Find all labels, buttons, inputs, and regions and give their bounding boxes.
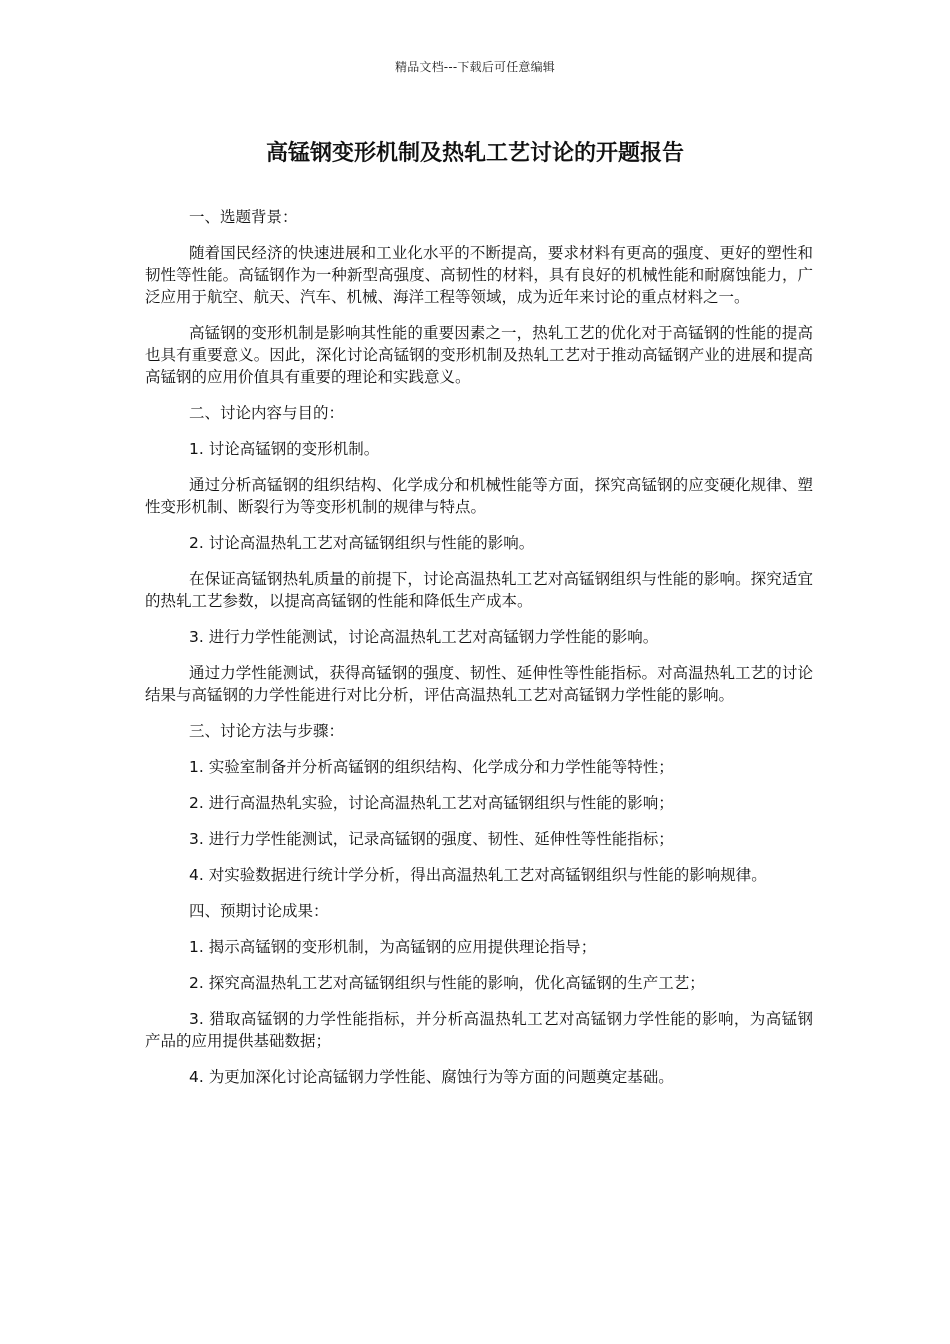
body-paragraph: 通过力学性能测试，获得高锰钢的强度、韧性、延伸性等性能指标。对高温热轧工艺的讨论结果与高锰钢的力学性能进行对比分析，评估高温热轧工艺对高锰钢力学性能的影响。 (145, 664, 813, 704)
header-note: 精品文档---下载后可任意编辑 (395, 60, 555, 74)
section-heading: 一、选题背景： (189, 208, 298, 226)
body-paragraph: 在保证高锰钢热轧质量的前提下，讨论高温热轧工艺对高锰钢组织与性能的影响。探究适宜的热轧工艺参数，以提高高锰钢的性能和降低生产成本。 (145, 570, 813, 610)
list-item: 1. 讨论高锰钢的变形机制。 (189, 440, 380, 458)
list-item: 3. 进行力学性能测试，讨论高温热轧工艺对高锰钢力学性能的影响。 (189, 628, 659, 646)
document-body (145, 206, 813, 1102)
list-item: 2. 探究高温热轧工艺对高锰钢组织与性能的影响，优化高锰钢的生产工艺； (189, 974, 705, 992)
list-item: 2. 进行高温热轧实验，讨论高温热轧工艺对高锰钢组织与性能的影响； (189, 794, 674, 812)
section-heading: 二、讨论内容与目的： (189, 404, 345, 422)
body-paragraph: 高锰钢的变形机制是影响其性能的重要因素之一，热轧工艺的优化对于高锰钢的性能的提高也具有重要意义。因此，深化讨论高锰钢的变形机制及热轧工艺对于推动高锰钢产业的进展和提高高锰钢的应用价值具有重要的理论和实践意义。 (145, 324, 813, 386)
list-item: 1. 实验室制备并分析高锰钢的组织结构、化学成分和力学性能等特性； (189, 758, 674, 776)
list-item: 2. 讨论高温热轧工艺对高锰钢组织与性能的影响。 (189, 534, 535, 552)
list-item: 3. 猎取高锰钢的力学性能指标，并分析高温热轧工艺对高锰钢力学性能的影响，为高锰钢产品的应用提供基础数据； (145, 1010, 813, 1050)
list-item: 3. 进行力学性能测试，记录高锰钢的强度、韧性、延伸性等性能指标； (189, 830, 674, 848)
body-paragraph: 通过分析高锰钢的组织结构、化学成分和机械性能等方面，探究高锰钢的应变硬化规律、塑性变形机制、断裂行为等变形机制的规律与特点。 (145, 476, 813, 516)
list-item: 4. 为更加深化讨论高锰钢力学性能、腐蚀行为等方面的问题奠定基础。 (189, 1068, 674, 1086)
section-heading: 三、讨论方法与步骤： (189, 722, 345, 740)
list-item: 1. 揭示高锰钢的变形机制，为高锰钢的应用提供理论指导； (189, 938, 597, 956)
section-heading: 四、预期讨论成果： (189, 902, 329, 920)
body-paragraph: 随着国民经济的快速进展和工业化水平的不断提高，要求材料有更高的强度、更好的塑性和韧性等性能。高锰钢作为一种新型高强度、高韧性的材料，具有良好的机械性能和耐腐蚀能力，广泛应用于航空、航天、汽车、机械、海洋工程等领域，成为近年来讨论的重点材料之一。 (145, 244, 813, 306)
list-item: 4. 对实验数据进行统计学分析，得出高温热轧工艺对高锰钢组织与性能的影响规律。 (189, 866, 767, 884)
document-title: 高锰钢变形机制及热轧工艺讨论的开题报告 (265, 141, 684, 166)
